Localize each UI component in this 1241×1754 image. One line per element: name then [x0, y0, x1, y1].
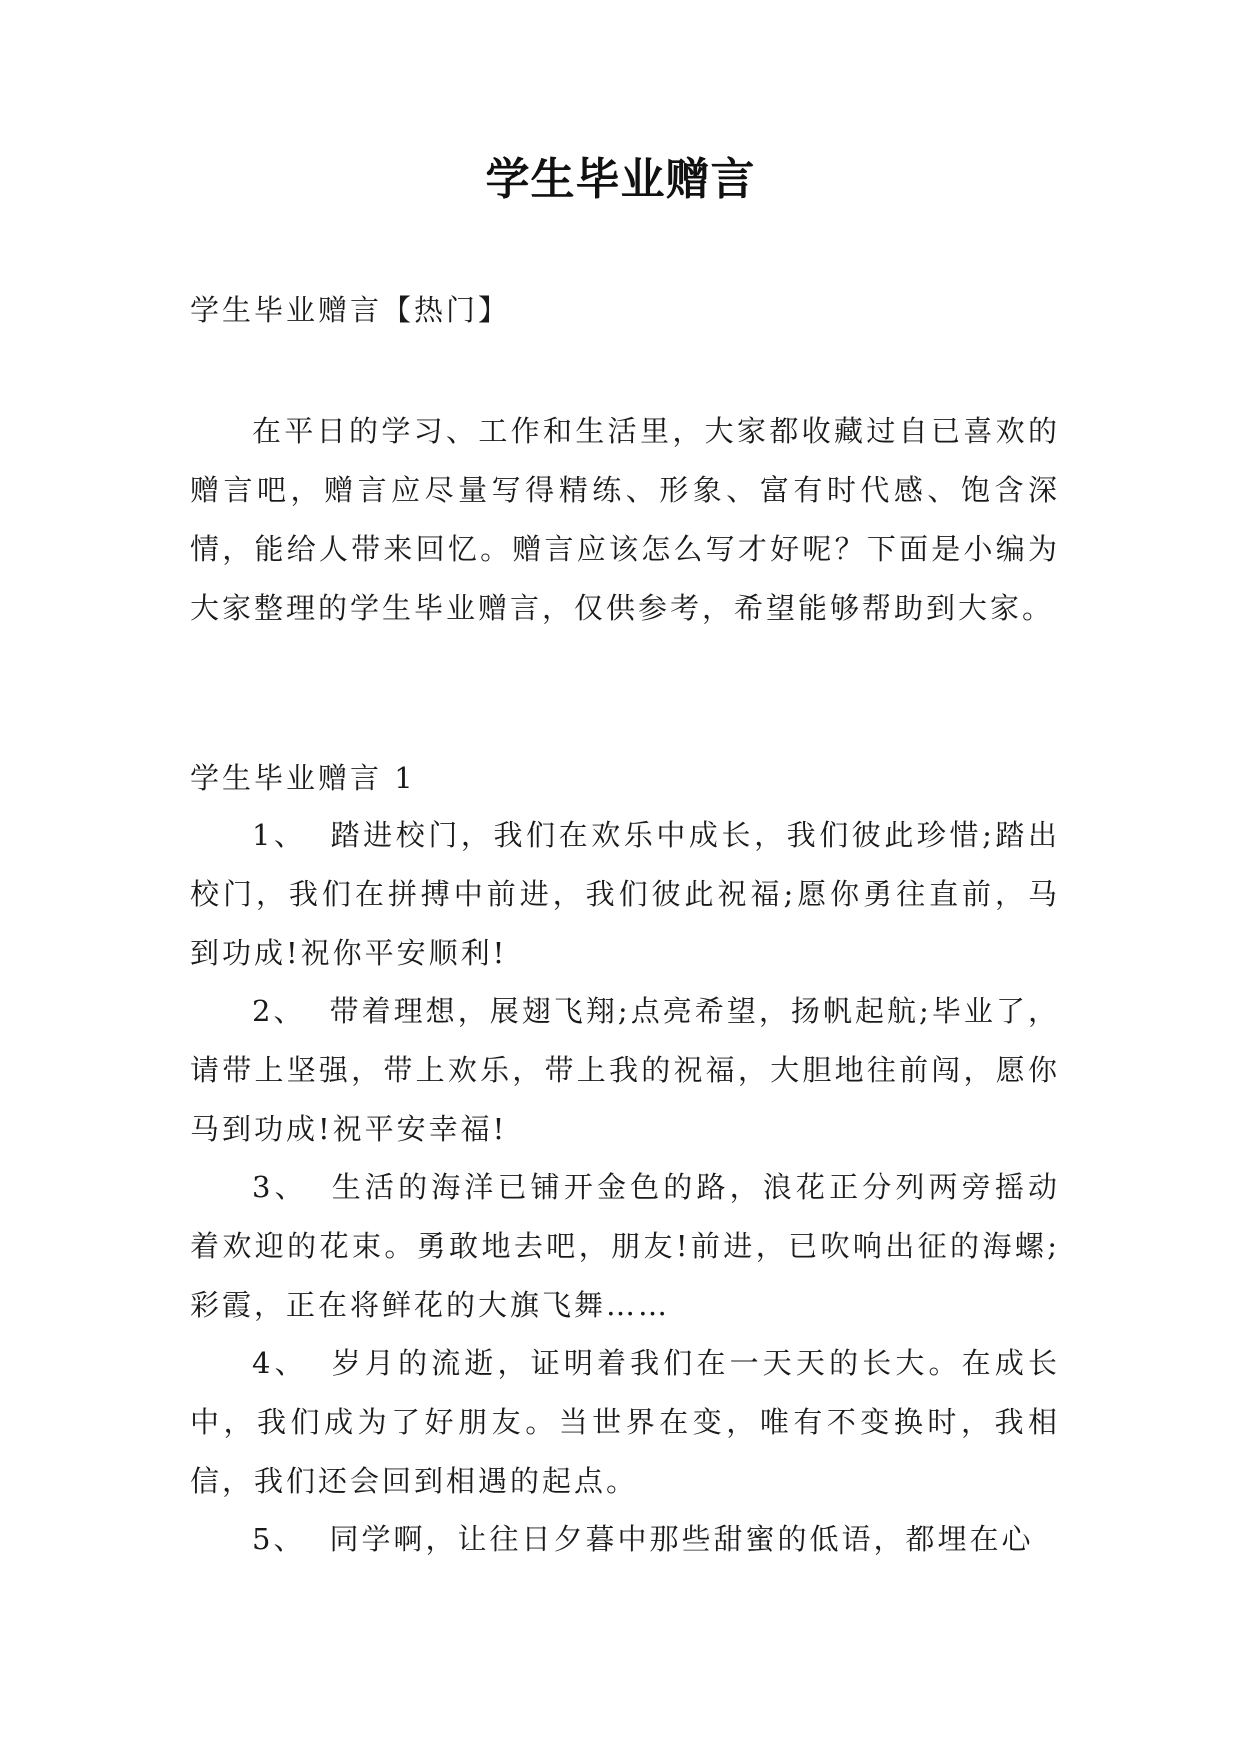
- list-item: [190, 1158, 1060, 1335]
- list-item-number: 4、: [252, 1346, 308, 1380]
- document-subtitle: 学生毕业赠言【热门】: [190, 293, 511, 327]
- list-item-text: 同学啊，让往日夕暮中那些甜蜜的低语，都埋在心: [329, 1522, 1034, 1556]
- list-item-text: 生活的海洋已铺开金色的路，浪花正分列两旁摇动着欢迎的花束。勇敢地去吧，朋友!前进，已吹响出征的海螺;彩霞，正在将鲜花的大旗飞舞……: [190, 1170, 1060, 1322]
- list-item: [190, 1510, 1060, 1569]
- intro-paragraph: 在平日的学习、工作和生活里，大家都收藏过自已喜欢的赠言吧，赠言应尽量写得精练、形象、富有时代感、饱含深情，能给人带来回忆。赠言应该怎么写才好呢？下面是小编为大家整理的学生毕业赠言，仅供参考，希望能够帮助到大家。: [190, 414, 1060, 625]
- list-item: [190, 1334, 1060, 1511]
- list-item-number: 2、: [252, 994, 306, 1028]
- list-item-text: 带着理想，展翅飞翔;点亮希望，扬帆起航;毕业了，请带上坚强，带上欢乐，带上我的祝福，大胆地往前闯，愿你马到功成!祝平安幸福!: [190, 994, 1060, 1146]
- list-item: [190, 982, 1060, 1159]
- list-item-number: 3、: [252, 1170, 308, 1204]
- list-item-number: 5、: [252, 1522, 306, 1556]
- list-item: [190, 806, 1060, 983]
- list-item-text: 踏进校门，我们在欢乐中成长，我们彼此珍惜;踏出校门，我们在拼搏中前进，我们彼此祝福;愿你勇往直前，马到功成!祝你平安顺利!: [190, 818, 1060, 970]
- document-title: 学生毕业赠言: [485, 154, 756, 205]
- section-heading: 学生毕业赠言 1: [190, 761, 416, 795]
- list-item-text: 岁月的流逝，证明着我们在一天天的长大。在成长中，我们成为了好朋友。当世界在变，唯有不变换时，我相信，我们还会回到相遇的起点。: [190, 1346, 1060, 1498]
- list-item-number: 1、: [252, 818, 307, 852]
